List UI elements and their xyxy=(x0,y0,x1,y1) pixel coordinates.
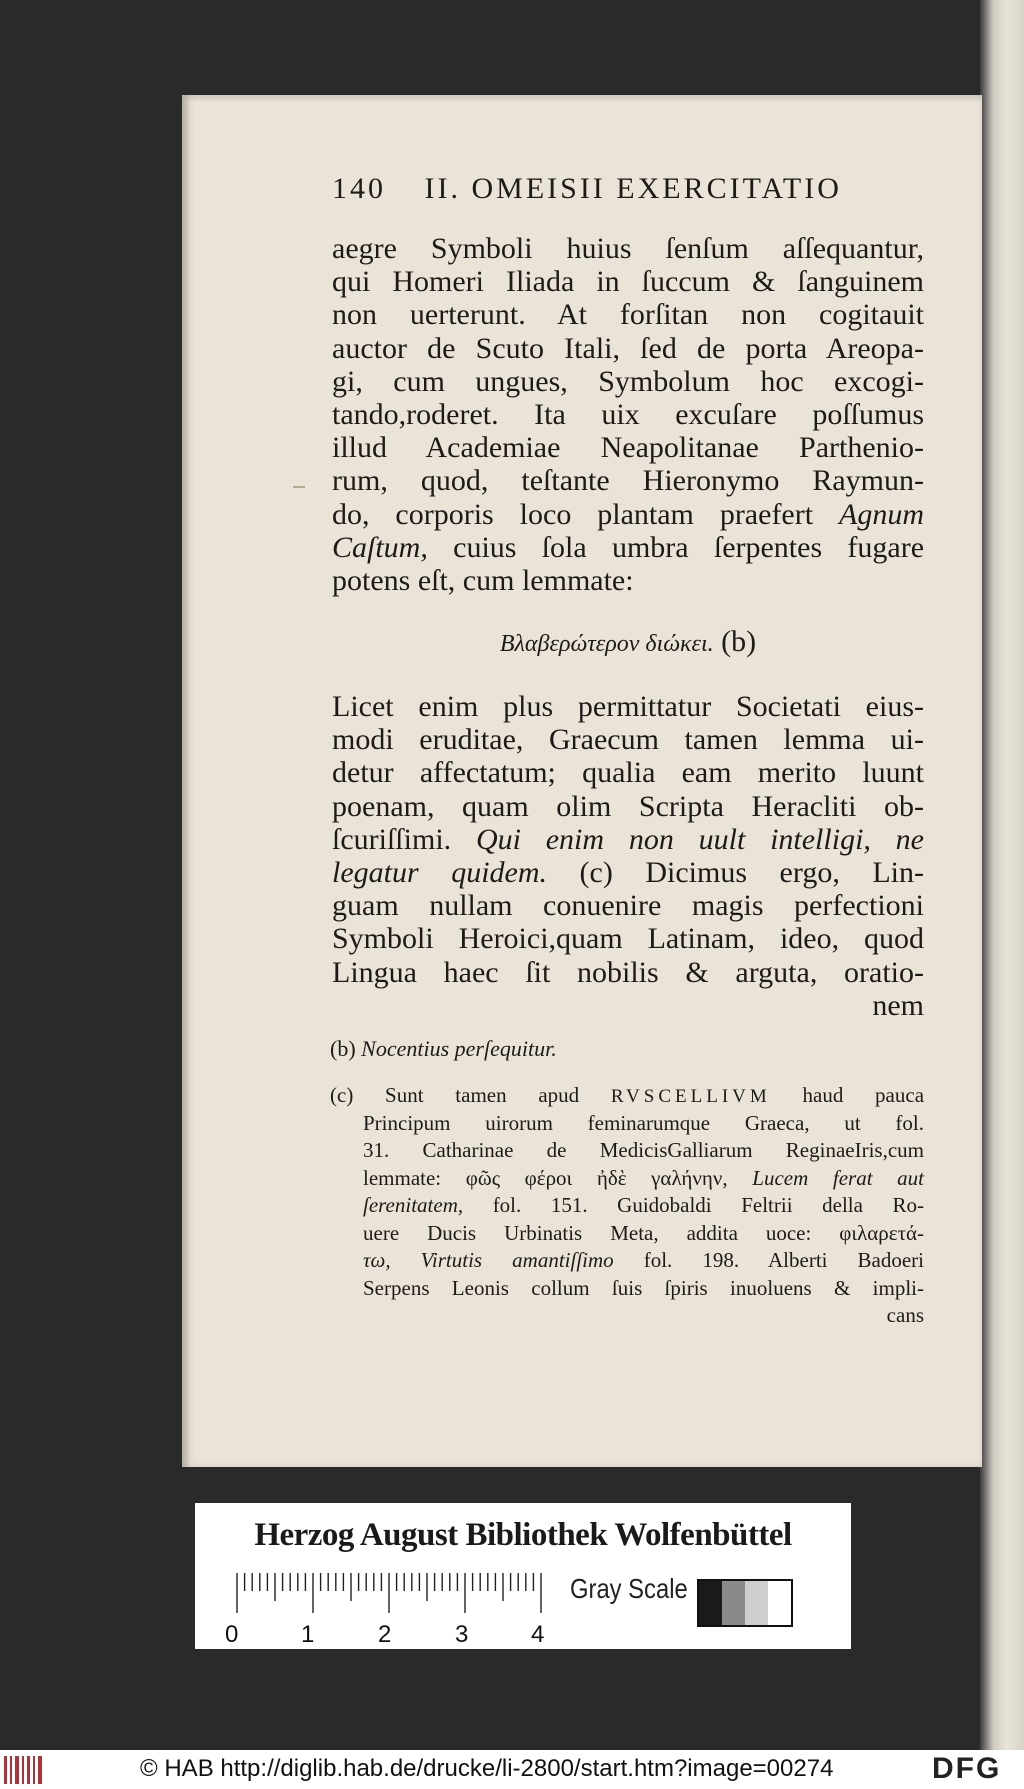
footnote-b xyxy=(330,1036,924,1062)
barcode-logo-icon xyxy=(4,1756,44,1784)
library-name: Herzog August Bibliothek Wolfenbüttel xyxy=(254,1517,792,1553)
ruler-number: 4 xyxy=(531,1621,545,1648)
italic-text: Qui enim non uult intelligi, ne xyxy=(475,822,924,856)
copyright-text: © HAB http://diglib.hab.de/drucke/li-2800/start.htm?image=00274 xyxy=(140,1755,834,1782)
gray-scale-swatches xyxy=(697,1579,793,1627)
text-line xyxy=(332,856,924,889)
gray-swatch xyxy=(722,1581,745,1625)
small-caps-name: RVSCELLIVM xyxy=(610,1086,771,1107)
greek-text: τω, xyxy=(363,1248,391,1272)
text-run: cuius ſola umbra ſerpentes fugare xyxy=(453,530,925,564)
running-head-title: II. OMEISII EXERCITATIO xyxy=(424,172,842,205)
gray-scale-label: Gray Scale xyxy=(570,1573,688,1604)
italic-text: legatur quidem. xyxy=(332,855,548,889)
italic-text: Lucem ferat aut xyxy=(752,1165,924,1190)
ruler-numbers xyxy=(225,1621,545,1649)
margin-mark xyxy=(293,486,305,488)
paragraph-2 xyxy=(332,690,924,1022)
text-line: auctor de Scuto Itali, ſed de porta Areopa- xyxy=(332,331,924,365)
italic-text: Agnum xyxy=(839,497,925,531)
text-run: fol. 198. Alberti Badoeri xyxy=(643,1248,925,1272)
italic-text: Caſtum, xyxy=(332,530,428,564)
text-run: ſcuriſſimi. xyxy=(332,822,452,856)
text-line: Symboli Heroici,quam Latinam, ideo, quod xyxy=(332,922,924,956)
text-line: guam nullam conuenire magis perfectioni xyxy=(332,889,924,923)
footnote-line xyxy=(330,1192,924,1220)
text-run: (c) Dicimus ergo, Lin- xyxy=(579,855,925,889)
gray-swatch xyxy=(745,1581,768,1625)
text-line xyxy=(332,823,924,856)
text-line: Licet enim plus permittatur Societati eius- xyxy=(332,690,924,723)
italic-text: ſerenitatem, xyxy=(363,1193,464,1217)
page-gutter-shadow xyxy=(182,95,190,1467)
text-line: qui Homeri Iliada in ſuccum & ſanguinem xyxy=(332,265,924,299)
gray-swatch xyxy=(768,1581,791,1625)
greek-lemma xyxy=(332,625,924,659)
color-target-label xyxy=(195,1503,851,1649)
text-line: poenam, quam olim Scripta Heracliti ob- xyxy=(332,789,924,823)
footnote-line: Principum uirorum feminarumque Graeca, ut fol. xyxy=(363,1110,924,1135)
gray-swatch xyxy=(699,1581,722,1625)
text-line: detur affectatum; qualia eam merito luunt xyxy=(332,756,924,790)
text-line: gi, cum ungues, Symbolum hoc excogi- xyxy=(332,364,924,398)
running-head xyxy=(332,172,852,206)
footnote-ref: (b) xyxy=(721,625,757,658)
text-line: aegre Symboli huius ſenſum aſſequantur, xyxy=(332,232,924,265)
catchword: nem xyxy=(872,988,924,1022)
text-run: Sunt tamen apud xyxy=(385,1083,580,1107)
text-line: non uerterunt. At forſitan non cogitauit xyxy=(332,298,924,332)
text-run: lemmate: φῶς φέροι ἠδὲ γαλήνην, xyxy=(363,1165,728,1190)
text-line: rum, quod, teſtante Hieronymo Raymun- xyxy=(332,464,924,498)
text-line: illud Academiae Neapolitanae Parthenio- xyxy=(332,431,924,465)
text-line: Lingua haec ſit nobilis & arguta, oratio- xyxy=(332,955,924,989)
ruler-icon xyxy=(235,1571,545,1615)
footnote-line: uere Ducis Urbinatis Meta, addita uoce: φιλαρετά- xyxy=(363,1220,924,1245)
text-line xyxy=(332,531,924,564)
ruler-number: 1 xyxy=(301,1621,315,1648)
text-run: fol. 151. Guidobaldi Feltrii della Ro- xyxy=(492,1193,924,1217)
footnote-text: Nocentius perſequitur. xyxy=(361,1036,557,1061)
italic-text: Virtutis amantiſſimo xyxy=(420,1248,614,1272)
footnote-line: Serpens Leonis collum ſuis ſpiris inuoluens & impli- xyxy=(363,1275,924,1300)
ruler-number: 3 xyxy=(455,1621,469,1648)
text-run: haud pauca xyxy=(802,1083,925,1107)
footnote-marker: (c) xyxy=(330,1083,354,1107)
dfg-logo: DFG xyxy=(932,1752,1002,1785)
text-line: tando,roderet. Ita uix excuſare poſſumus xyxy=(332,397,924,431)
text-line: modi eruditae, Graecum tamen lemma ui- xyxy=(332,723,924,757)
paragraph-1 xyxy=(332,232,924,597)
footer-bar xyxy=(0,1750,1024,1789)
footnote-line xyxy=(330,1165,924,1193)
ruler-number: 0 xyxy=(225,1621,239,1648)
page-number: 140 xyxy=(332,172,386,205)
text-line xyxy=(332,498,924,531)
footnote-c xyxy=(330,1082,924,1330)
text-run: do, corporis loco plantam praefert xyxy=(332,497,814,531)
catchword: cans xyxy=(886,1303,924,1327)
footnote-line xyxy=(330,1247,924,1275)
footnote-marker: (b) xyxy=(330,1036,356,1061)
ruler-number: 2 xyxy=(378,1621,392,1648)
adjacent-page-edge xyxy=(980,0,1024,1750)
text-line: potens eſt, cum lemmate: xyxy=(332,563,634,597)
footnote-line: 31. Catharinae de MedicisGalliarum ReginaeIris,cum xyxy=(363,1138,924,1162)
footnote-line xyxy=(330,1082,924,1110)
greek-text: Βλαβερώτερον διώκει. xyxy=(499,631,714,657)
